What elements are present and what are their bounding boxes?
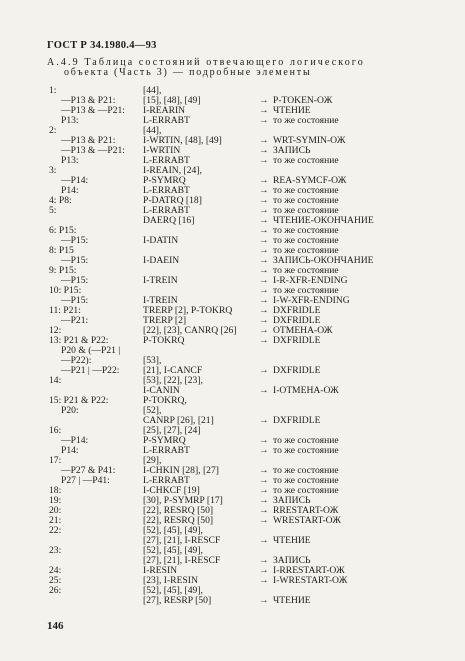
row-next-state xyxy=(259,446,339,456)
row-next-state xyxy=(259,596,311,606)
table-row xyxy=(49,396,465,406)
next-state-label: I-W-XFR-ENDING xyxy=(273,295,350,306)
row-actions: [29], xyxy=(143,455,162,466)
row-condition: 5: xyxy=(49,205,57,216)
row-actions: [22], RESRQ [50] xyxy=(143,505,214,516)
table-row xyxy=(49,556,465,566)
row-condition: 4: P8: xyxy=(49,195,72,206)
row-actions: [44], xyxy=(143,125,162,136)
row-actions: P-DATRQ [18] xyxy=(143,195,202,206)
next-state-label: то же состояние xyxy=(273,485,339,496)
arrow-right-icon: → xyxy=(259,285,269,296)
arrow-right-icon: → xyxy=(259,185,269,196)
row-next-state xyxy=(259,336,320,346)
row-condition: 23: xyxy=(49,545,62,556)
row-condition: 15: P21 & P22: xyxy=(49,395,109,406)
next-state-label: то же состояние xyxy=(273,185,339,196)
next-state-label: то же состояние xyxy=(273,245,339,256)
arrow-right-icon: → xyxy=(259,555,269,566)
row-condition: 18: xyxy=(49,485,62,496)
arrow-right-icon: → xyxy=(259,435,269,446)
row-actions: L-ERRABT xyxy=(143,445,190,456)
row-condition: P20: xyxy=(61,405,79,416)
arrow-right-icon: → xyxy=(259,335,269,346)
next-state-label: то же состояние xyxy=(273,475,339,486)
arrow-right-icon: → xyxy=(259,575,269,586)
row-condition: —P14: xyxy=(61,175,89,186)
row-condition: 10: P15: xyxy=(49,285,82,296)
arrow-right-icon: → xyxy=(259,225,269,236)
table-row xyxy=(49,156,465,166)
next-state-label: ЗАПИСЬ xyxy=(273,145,311,156)
page-number: 146 xyxy=(47,620,64,632)
table-row xyxy=(49,436,465,446)
row-condition: 12: xyxy=(49,325,62,336)
table-row xyxy=(49,516,465,526)
row-condition: 6: P15: xyxy=(49,225,77,236)
arrow-right-icon: → xyxy=(259,505,269,516)
row-actions: DAERQ [16] xyxy=(143,215,195,226)
table-row xyxy=(49,186,465,196)
row-actions: I-DAEIN xyxy=(143,255,180,266)
table-row xyxy=(49,596,465,606)
arrow-right-icon: → xyxy=(259,155,269,166)
row-condition: —P21 | —P22: xyxy=(61,365,120,376)
row-actions: [22], [23], CANRQ [26] xyxy=(143,325,237,336)
arrow-right-icon: → xyxy=(259,215,269,226)
table-row xyxy=(49,216,465,226)
table-row xyxy=(49,236,465,246)
arrow-right-icon: → xyxy=(259,365,269,376)
next-state-label: DXFRIDLE xyxy=(273,365,321,376)
next-state-label: WRT-SYMIN-ОЖ xyxy=(273,135,346,146)
row-actions: [22], RESRQ [50] xyxy=(143,515,214,526)
row-actions: [27], [21], I-RESCF xyxy=(143,555,221,566)
next-state-label: то же состояние xyxy=(273,195,339,206)
row-condition: 21: xyxy=(49,515,62,526)
row-actions: I-WRTIN, [48], [49] xyxy=(143,135,222,146)
next-state-label: DXFRIDLE xyxy=(273,315,321,326)
next-state-label: P-TOKEN-ОЖ xyxy=(273,95,333,106)
row-actions: CANRP [26], [21] xyxy=(143,415,214,426)
row-condition: —P27 & P41: xyxy=(61,465,116,476)
next-state-label: DXFRIDLE xyxy=(273,415,321,426)
row-actions: [30], P-SYMRP [17] xyxy=(143,495,223,506)
arrow-right-icon: → xyxy=(259,315,269,326)
arrow-right-icon: → xyxy=(259,515,269,526)
row-actions: I-REAIN, [24], xyxy=(143,165,202,176)
row-condition: P20 & (—P21 | xyxy=(61,345,121,356)
next-state-label: OTMEHA-ОЖ xyxy=(273,325,333,336)
next-state-label: то же состояние xyxy=(273,285,339,296)
row-actions: P-TOKRQ, xyxy=(143,395,187,406)
row-actions: L-ERRABT xyxy=(143,205,190,216)
row-condition: P27 | —P41: xyxy=(61,475,110,486)
arrow-right-icon: → xyxy=(259,275,269,286)
next-state-label: ЗАПИСЬ xyxy=(273,495,311,506)
next-state-label: то же состояние xyxy=(273,435,339,446)
row-actions: L-ERRABT xyxy=(143,155,190,166)
row-actions: I-DATIN xyxy=(143,235,179,246)
next-state-label: DXFRIDLE xyxy=(273,305,321,316)
arrow-right-icon: → xyxy=(259,305,269,316)
table-caption-line-2: объекта (Часть 3) — подробные элементы xyxy=(64,67,312,78)
next-state-label: то же состояние xyxy=(273,155,339,166)
row-condition: 8: P15 xyxy=(49,245,74,256)
row-condition: —P13 & —P21: xyxy=(61,145,125,156)
arrow-right-icon: → xyxy=(259,445,269,456)
table-row xyxy=(49,286,465,296)
table-row xyxy=(49,346,465,356)
table-row xyxy=(49,106,465,116)
next-state-label: ЧТЕНИЕ-ОКОНЧАНИЕ xyxy=(273,215,374,226)
arrow-right-icon: → xyxy=(259,205,269,216)
row-condition: —P13 & P21: xyxy=(61,135,116,146)
arrow-right-icon: → xyxy=(259,415,269,426)
row-condition: 26: xyxy=(49,585,62,596)
table-caption-line-1: А.4.9 Таблица состояний отвечающего логического xyxy=(47,57,365,68)
state-table xyxy=(49,86,465,606)
row-actions: [52], [45], [49], xyxy=(143,525,203,536)
row-next-state xyxy=(259,116,339,126)
row-actions: [44], xyxy=(143,85,162,96)
arrow-right-icon: → xyxy=(259,115,269,126)
row-condition: 9: P15: xyxy=(49,265,77,276)
row-condition: 2: xyxy=(49,125,57,136)
row-condition: 19: xyxy=(49,495,62,506)
row-actions: [15], [48], [49] xyxy=(143,95,201,106)
next-state-label: WRESTART-ОЖ xyxy=(273,515,341,526)
row-condition: 25: xyxy=(49,575,62,586)
row-condition: —P15: xyxy=(61,295,89,306)
arrow-right-icon: → xyxy=(259,485,269,496)
table-row xyxy=(49,196,465,206)
next-state-label: то же состояние xyxy=(273,445,339,456)
table-row xyxy=(49,426,465,436)
row-next-state xyxy=(259,516,341,526)
table-row xyxy=(49,476,465,486)
table-row xyxy=(49,176,465,186)
next-state-label: I-R-XFR-ENDING xyxy=(273,275,348,286)
arrow-right-icon: → xyxy=(259,175,269,186)
row-actions: [25], [27], [24] xyxy=(143,425,201,436)
next-state-label: ЧТЕНИЕ xyxy=(273,105,311,116)
row-condition: —P15: xyxy=(61,235,89,246)
row-next-state xyxy=(259,156,339,166)
row-actions: L-ERRABT xyxy=(143,115,190,126)
table-row xyxy=(49,256,465,266)
table-row xyxy=(49,526,465,536)
next-state-label: то же состояние xyxy=(273,465,339,476)
table-row xyxy=(49,446,465,456)
row-actions: I-CHKCF [19] xyxy=(143,485,200,496)
table-row xyxy=(49,506,465,516)
arrow-right-icon: → xyxy=(259,535,269,546)
next-state-label: ЗАПИСЬ-ОКОНЧАНИЕ xyxy=(273,255,374,266)
arrow-right-icon: → xyxy=(259,295,269,306)
row-actions: I-RESIN xyxy=(143,565,178,576)
next-state-label: DXFRIDLE xyxy=(273,335,321,346)
table-row xyxy=(49,226,465,236)
table-row xyxy=(49,116,465,126)
row-condition: —P22): xyxy=(61,355,92,366)
row-condition: —P15: xyxy=(61,255,89,266)
table-row xyxy=(49,546,465,556)
row-next-state xyxy=(259,416,320,426)
next-state-label: I-RRESTART-ОЖ xyxy=(273,565,345,576)
next-state-label: то же состояние xyxy=(273,225,339,236)
row-actions: TRERP [2], P-TOKRQ xyxy=(143,305,233,316)
table-row xyxy=(49,306,465,316)
arrow-right-icon: → xyxy=(259,135,269,146)
table-row xyxy=(49,326,465,336)
table-row xyxy=(49,536,465,546)
table-row xyxy=(49,246,465,256)
row-actions: L-ERRABT xyxy=(143,475,190,486)
row-actions: [21], I-CANCF xyxy=(143,365,203,376)
row-actions: TRERP [2] xyxy=(143,315,187,326)
table-row xyxy=(49,486,465,496)
row-actions: [52], xyxy=(143,405,162,416)
row-condition: 20: xyxy=(49,505,62,516)
arrow-right-icon: → xyxy=(259,195,269,206)
row-actions: I-REARIN xyxy=(143,105,186,116)
row-condition: 24: xyxy=(49,565,62,576)
row-condition: 14: xyxy=(49,375,62,386)
arrow-right-icon: → xyxy=(259,95,269,106)
row-actions: [27], RESRP [50] xyxy=(143,595,212,606)
document-header: ГОСТ Р 34.1980.4—93 xyxy=(47,40,157,51)
table-row xyxy=(49,206,465,216)
row-actions: I-TREIN xyxy=(143,275,178,286)
table-row xyxy=(49,316,465,326)
table-row xyxy=(49,376,465,386)
arrow-right-icon: → xyxy=(259,475,269,486)
table-row xyxy=(49,266,465,276)
row-condition: —P15: xyxy=(61,275,89,286)
row-actions: P-SYMRQ xyxy=(143,435,186,446)
table-row xyxy=(49,166,465,176)
row-condition: 1: xyxy=(49,85,57,96)
row-condition: P14: xyxy=(61,445,79,456)
arrow-right-icon: → xyxy=(259,145,269,156)
row-condition: 3: xyxy=(49,165,57,176)
next-state-label: RRESTART-ОЖ xyxy=(273,505,339,516)
table-row xyxy=(49,366,465,376)
row-actions: [27], [21], I-RESCF xyxy=(143,535,221,546)
row-actions: I-WRTIN xyxy=(143,145,181,156)
arrow-right-icon: → xyxy=(259,245,269,256)
row-condition: 17: xyxy=(49,455,62,466)
row-condition: 16: xyxy=(49,425,62,436)
arrow-right-icon: → xyxy=(259,385,269,396)
table-row xyxy=(49,416,465,426)
next-state-label: REA-SYMCF-ОЖ xyxy=(273,175,347,186)
row-actions: P-TOKRQ xyxy=(143,335,185,346)
row-actions: I-CHKIN [28], [27] xyxy=(143,465,219,476)
row-condition: P13: xyxy=(61,115,79,126)
next-state-label: ЧТЕНИЕ xyxy=(273,535,311,546)
row-actions: P-SYMRQ xyxy=(143,175,186,186)
next-state-label: то же состояние xyxy=(273,205,339,216)
row-condition: P14: xyxy=(61,185,79,196)
row-actions: [53], [22], [23], xyxy=(143,375,203,386)
row-next-state xyxy=(259,366,320,376)
row-actions: I-TREIN xyxy=(143,295,178,306)
row-condition: 22: xyxy=(49,525,62,536)
next-state-label: I-WRESTART-ОЖ xyxy=(273,575,348,586)
row-condition: —P14: xyxy=(61,435,89,446)
arrow-right-icon: → xyxy=(259,465,269,476)
arrow-right-icon: → xyxy=(259,265,269,276)
table-row xyxy=(49,296,465,306)
row-next-state xyxy=(259,386,339,396)
table-row xyxy=(49,576,465,586)
table-row xyxy=(49,386,465,396)
table-row xyxy=(49,406,465,416)
table-row xyxy=(49,496,465,506)
next-state-label: то же состояние xyxy=(273,265,339,276)
arrow-right-icon: → xyxy=(259,565,269,576)
next-state-label: то же состояние xyxy=(273,235,339,246)
table-row xyxy=(49,276,465,286)
row-condition: 11: P21: xyxy=(49,305,81,316)
arrow-right-icon: → xyxy=(259,255,269,266)
row-actions: [52], [45], [49], xyxy=(143,585,203,596)
row-condition: —P13 & P21: xyxy=(61,95,116,106)
row-next-state xyxy=(259,536,311,546)
row-condition: 13: P21 & P22: xyxy=(49,335,109,346)
next-state-label: I-ОТМЕНА-ОЖ xyxy=(273,385,339,396)
row-condition: —P13 & —P21: xyxy=(61,105,125,116)
table-row xyxy=(49,466,465,476)
next-state-label: ЗАПИСЬ xyxy=(273,555,311,566)
arrow-right-icon: → xyxy=(259,595,269,606)
next-state-label: ЧТЕНИЕ xyxy=(273,595,311,606)
row-condition: P13: xyxy=(61,155,79,166)
row-next-state xyxy=(259,576,347,586)
row-actions: [23], I-RESIN xyxy=(143,575,198,586)
arrow-right-icon: → xyxy=(259,325,269,336)
arrow-right-icon: → xyxy=(259,235,269,246)
arrow-right-icon: → xyxy=(259,495,269,506)
row-actions: [53], xyxy=(143,355,162,366)
arrow-right-icon: → xyxy=(259,105,269,116)
table-row xyxy=(49,566,465,576)
row-condition: —P21: xyxy=(61,315,89,326)
next-state-label: то же состояние xyxy=(273,115,339,126)
row-actions: I-CANIN xyxy=(143,385,180,396)
row-actions: [52], [45], [49], xyxy=(143,545,203,556)
table-row xyxy=(49,586,465,596)
table-row xyxy=(49,146,465,156)
row-actions: L-ERRABT xyxy=(143,185,190,196)
